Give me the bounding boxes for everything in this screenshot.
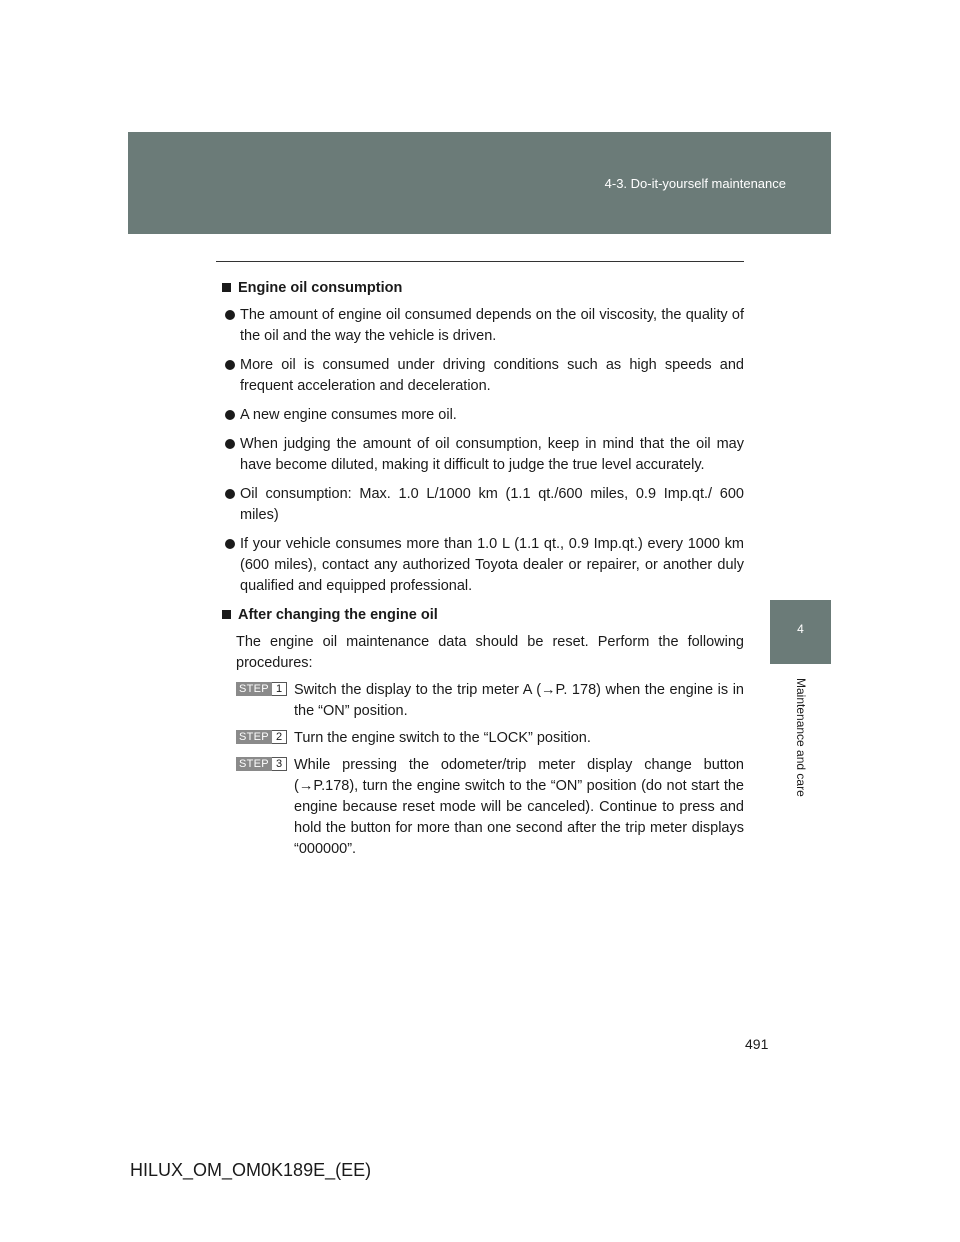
section-heading-after-oil-change: After changing the engine oil	[222, 605, 744, 626]
header-band	[128, 132, 831, 234]
circle-bullet-icon	[225, 360, 235, 370]
section-divider	[216, 261, 744, 262]
chapter-title: Maintenance and care	[794, 678, 808, 797]
square-bullet-icon	[222, 610, 231, 619]
chapter-number: 4	[797, 622, 804, 636]
section-title: 4-3. Do-it-yourself maintenance	[604, 176, 786, 191]
square-bullet-icon	[222, 283, 231, 292]
list-item: More oil is consumed under driving conditions such as high speeds and frequent acceleration and deceleration.	[222, 355, 744, 397]
section-heading-oil-consumption: Engine oil consumption	[222, 278, 744, 299]
main-content	[222, 278, 744, 866]
step-badge: STEP 3	[236, 757, 287, 771]
circle-bullet-icon	[225, 410, 235, 420]
step-badge: STEP 1	[236, 682, 287, 696]
circle-bullet-icon	[225, 489, 235, 499]
chapter-tab	[770, 600, 831, 664]
document-code: HILUX_OM_OM0K189E_(EE)	[130, 1160, 372, 1180]
circle-bullet-icon	[225, 310, 235, 320]
step-item: STEP 1 Switch the display to the trip meter A (→P. 178) when the engine is in the “ON” position.	[222, 680, 744, 722]
list-item: If your vehicle consumes more than 1.0 L (1.1 qt., 0.9 Imp.qt.) every 1000 km (600 miles), contact any authorized Toyota dealer or repairer, or another duly qualified and equipped professional.	[222, 534, 744, 597]
list-item: The amount of engine oil consumed depends on the oil viscosity, the quality of the oil and the way the vehicle is driven.	[222, 305, 744, 347]
page-number: 491	[745, 1036, 769, 1052]
list-item: Oil consumption: Max. 1.0 L/1000 km (1.1 qt./600 miles, 0.9 Imp.qt./ 600 miles)	[222, 484, 744, 526]
circle-bullet-icon	[225, 539, 235, 549]
step-item: STEP 3 While pressing the odometer/trip meter display change button (→P.178), turn the engine switch to the “ON” position (do not start the engine because reset mode will be canceled). Continue to press and hold the button for more than one second after the trip meter displays “000000”.	[222, 755, 744, 860]
step-badge: STEP 2	[236, 730, 287, 744]
circle-bullet-icon	[225, 439, 235, 449]
chapter-title-vertical	[790, 672, 812, 797]
list-item: A new engine consumes more oil.	[222, 405, 744, 426]
step-item: STEP 2 Turn the engine switch to the “LOCK” position.	[222, 728, 744, 749]
list-item: When judging the amount of oil consumption, keep in mind that the oil may have become diluted, making it difficult to judge the true level accurately.	[222, 434, 744, 476]
section-intro: The engine oil maintenance data should be reset. Perform the following procedures:	[236, 634, 744, 671]
